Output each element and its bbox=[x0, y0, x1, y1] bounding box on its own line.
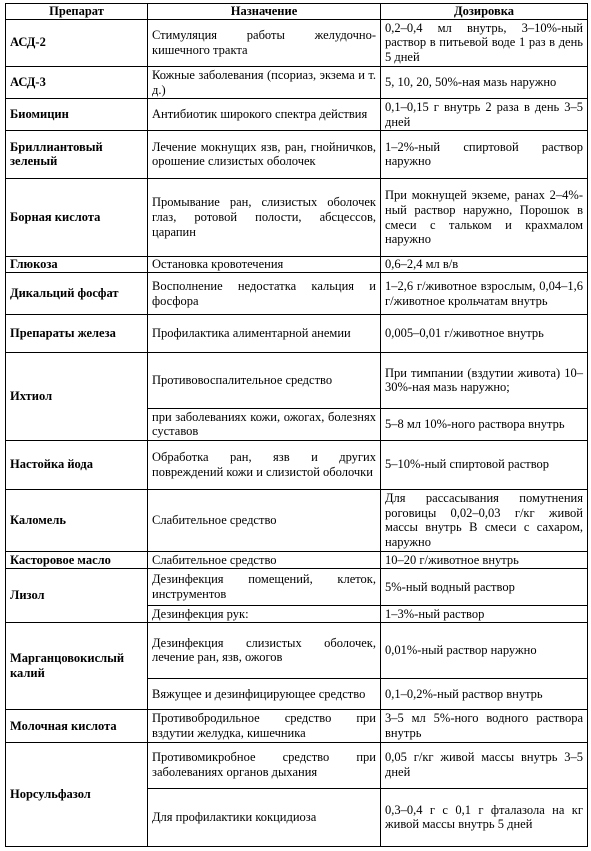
dosage-cell: При тимпании (вздутии живота) 10–30%-ная мазь наружно; bbox=[381, 352, 588, 408]
table-row bbox=[6, 568, 588, 606]
purpose-cell: Лечение мокнущих язв, ран, гнойничков, орошение слизистых оболочек bbox=[148, 130, 381, 178]
purpose-cell: Восполнение недостатка кальция и фосфора bbox=[148, 273, 381, 315]
dosage-cell: 0,05 г/кг живой массы внутрь 3–5 дней bbox=[381, 742, 588, 788]
drug-name-cell: Глюкоза bbox=[6, 257, 148, 273]
table-row bbox=[6, 130, 588, 178]
table-row bbox=[6, 710, 588, 742]
drug-name-cell: АСД-2 bbox=[6, 19, 148, 66]
dosage-cell: Для рассасывания помутнения роговицы 0,02–0,03 г/кг живой массы внутрь В смеси с сахаром, наружно bbox=[381, 489, 588, 552]
table-row bbox=[6, 622, 588, 678]
purpose-cell: Слабительное средство bbox=[148, 552, 381, 568]
dosage-cell: 5–8 мл 10%-ного раствора внутрь bbox=[381, 408, 588, 440]
purpose-cell: Стимуляция работы желудочно-кишечного тракта bbox=[148, 19, 381, 66]
table-row bbox=[6, 552, 588, 568]
purpose-cell: Для профилактики кокцидиоза bbox=[148, 788, 381, 847]
table-row bbox=[6, 440, 588, 489]
purpose-cell: Остановка кровотечения bbox=[148, 257, 381, 273]
purpose-cell: Профилактика алиментарной анемии bbox=[148, 315, 381, 353]
purpose-cell: при заболеваниях кожи, ожогах, болезнях суставов bbox=[148, 408, 381, 440]
purpose-cell: Дезинфекция рук: bbox=[148, 606, 381, 623]
purpose-cell: Слабительное средство bbox=[148, 489, 381, 552]
column-header-purpose: Назначение bbox=[148, 4, 381, 20]
drug-name-cell: АСД-3 bbox=[6, 66, 148, 98]
purpose-cell: Дезинфекция помещений, клеток, инструментов bbox=[148, 568, 381, 606]
drug-name-cell: Биомицин bbox=[6, 99, 148, 131]
purpose-cell: Промывание ран, слизистых оболочек глаз, ротовой полости, абсцессов, царапин bbox=[148, 178, 381, 256]
purpose-cell: Обработка ран, язв и других повреждений кожи и слизистой оболочки bbox=[148, 440, 381, 489]
column-header-drug: Препарат bbox=[6, 4, 148, 20]
drug-name-cell: Лизол bbox=[6, 568, 148, 622]
table-row bbox=[6, 352, 588, 408]
table-row bbox=[6, 257, 588, 273]
purpose-cell: Противовоспалительное средство bbox=[148, 352, 381, 408]
drug-name-cell: Бриллиантовый зеленый bbox=[6, 130, 148, 178]
dosage-cell: 5–10%-ный спиртовой раствор bbox=[381, 440, 588, 489]
dosage-cell: 0,6–2,4 мл в/в bbox=[381, 257, 588, 273]
dosage-cell: 1–3%-ный раствор bbox=[381, 606, 588, 623]
column-header-dosage: Дозировка bbox=[381, 4, 588, 20]
dosage-cell: 5%-ный водный раствор bbox=[381, 568, 588, 606]
drug-name-cell: Настойка йода bbox=[6, 440, 148, 489]
dosage-cell: 0,3–0,4 г с 0,1 г фталазола на кг живой массы внутрь 5 дней bbox=[381, 788, 588, 847]
table-row bbox=[6, 99, 588, 131]
dosage-cell: 0,01%-ный раствор наружно bbox=[381, 622, 588, 678]
drug-name-cell: Молочная кислота bbox=[6, 710, 148, 742]
drug-name-cell: Норсульфазол bbox=[6, 742, 148, 846]
dosage-cell: 1–2%-ный спиртовой раствор наружно bbox=[381, 130, 588, 178]
dosage-cell: 0,2–0,4 мл внутрь, 3–10%-ный раствор в питьевой воде 1 раз в день 5 дней bbox=[381, 19, 588, 66]
drug-dosage-table bbox=[5, 3, 588, 847]
dosage-cell: 3–5 мл 5%-ного водного раствора внутрь bbox=[381, 710, 588, 742]
drug-name-cell: Борная кислота bbox=[6, 178, 148, 256]
table-row bbox=[6, 315, 588, 353]
table-row bbox=[6, 489, 588, 552]
drug-name-cell: Ихтиол bbox=[6, 352, 148, 440]
table-row bbox=[6, 178, 588, 256]
purpose-cell: Кожные заболевания (псориаз, экзема и т. д.) bbox=[148, 66, 381, 98]
purpose-cell: Вяжущее и дезинфицирующее средство bbox=[148, 679, 381, 710]
dosage-cell: 5, 10, 20, 50%-ная мазь наружно bbox=[381, 66, 588, 98]
drug-name-cell: Препараты железа bbox=[6, 315, 148, 353]
dosage-cell: 0,1–0,15 г внутрь 2 раза в день 3–5 дней bbox=[381, 99, 588, 131]
purpose-cell: Дезинфекция слизистых оболочек, лечение ран, язв, ожогов bbox=[148, 622, 381, 678]
drug-name-cell: Марганцовокислый калий bbox=[6, 622, 148, 710]
dosage-cell: 10–20 г/животное внутрь bbox=[381, 552, 588, 568]
header-row bbox=[6, 4, 588, 20]
dosage-cell: 0,1–0,2%-ный раствор внутрь bbox=[381, 679, 588, 710]
dosage-cell: 0,005–0,01 г/животное внутрь bbox=[381, 315, 588, 353]
table-row bbox=[6, 273, 588, 315]
table-body bbox=[6, 19, 588, 846]
purpose-cell: Противобродильное средство при вздутии желудка, кишечника bbox=[148, 710, 381, 742]
table-row bbox=[6, 19, 588, 66]
drug-name-cell: Касторовое масло bbox=[6, 552, 148, 568]
table-row bbox=[6, 742, 588, 788]
drug-name-cell: Каломель bbox=[6, 489, 148, 552]
purpose-cell: Антибиотик широкого спектра действия bbox=[148, 99, 381, 131]
table-row bbox=[6, 66, 588, 98]
purpose-cell: Противомикробное средство при заболеваниях органов дыхания bbox=[148, 742, 381, 788]
dosage-cell: При мокнущей экземе, ранах 2–4%-ный раствор наружно, Порошок в смеси с тальком и крахмалом наружно bbox=[381, 178, 588, 256]
drug-name-cell: Дикальций фосфат bbox=[6, 273, 148, 315]
dosage-cell: 1–2,6 г/животное взрослым, 0,04–1,6 г/животное крольчатам внутрь bbox=[381, 273, 588, 315]
